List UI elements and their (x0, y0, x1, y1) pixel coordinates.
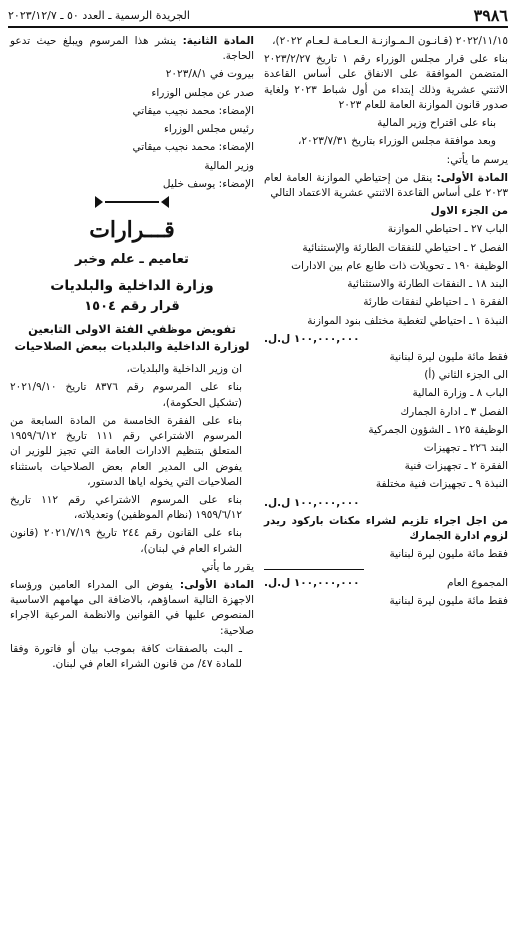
amount-words: فقط مائة مليون ليرة لبنانية (389, 548, 508, 561)
article-item: ـ البت بالصفقات كافة بموجب بيان أو فاتورة وفقا للمادة ٤٧/ من قانون الشراء العام في لبنان. (10, 642, 242, 671)
amount: ١٠٠,٠٠٠,٠٠٠ ل.ل. (264, 496, 360, 509)
article-label: المادة الأولى: (436, 171, 508, 184)
columns (8, 34, 508, 675)
part-one-title: من الجزء الاول (430, 205, 508, 218)
paragraph: ٢٠٢٢/١١/١٥ (قـانـون الـمـوازنـة الـعـامـة لـعـام ٢٠٢٢)، (272, 35, 508, 47)
signatory-title: رئيس مجلس الوزراء (163, 123, 254, 136)
article-two (10, 34, 254, 64)
paragraph: بناء على المرسوم الاشتراعي رقم ١١٢ تاريخ ١٩٥٩/٦/١٢ (نظام الموظفين) وتعديلاته، (10, 493, 242, 522)
signature: الإمضاء: محمد نجيب ميقاتي (132, 141, 254, 154)
decree-title: تفويض موظفي الفئة الاولى التابعين لوزارة الداخلية والبلديات ببعض الصلاحيات (14, 321, 250, 353)
budget-line: الفقرة ٢ ـ تجهيزات فنية (404, 460, 508, 473)
decree-number: قرار رقم ١٥٠٤ (84, 299, 180, 314)
paragraph: يرسم ما يأتي: (446, 153, 508, 166)
left-column (10, 34, 254, 675)
ministry-name: وزارة الداخلية والبلديات (50, 277, 214, 294)
article-text: ينقل من إحتياطي الموازنة العامة لعام ٢٠٢٣ على أساس القاعدة الاثنتي عشرية الاعتماد التالي (264, 171, 508, 199)
page-header (8, 4, 508, 28)
section-subtitle: تعاميم ـ علم وخبر (75, 251, 189, 267)
paragraph: بناء على الفقرة الخامسة من المادة السابعة من المرسوم الاشتراعي رقم ١١١ تاريخ ١٩٥٩/٦/١٢ المتعلق بتنظيم الادارات العامة التي تجيز للوزير ان يفوض الى المدير العام بعض الصلاحيات باستثناء الصلاحيات التي يخوله اياها الدستور، (10, 414, 242, 488)
article-text: يفوض الى المدراء العامين ورؤساء الاجهزة التالية اسماؤهم، بالاضافة الى مهامهم الاساسية المنصوص عليها في القوانين والانظمة المرعية الاجراء صلاحية: (10, 579, 254, 637)
right-column (264, 34, 508, 675)
article-one-decree (10, 578, 254, 639)
paragraph: بناء على القانون رقم ٢٤٤ تاريخ ٢٠٢١/٧/١٩ (قانون الشراء العام في لبنان)، (10, 527, 242, 555)
paragraph: ان وزير الداخلية والبلديات، (126, 363, 242, 376)
budget-line: البند ٢٢٦ ـ تجهيزات (423, 442, 508, 455)
budget-line: الفقرة ١ ـ احتياطي لنفقات طارئة (363, 296, 508, 309)
paragraph: بناء على قرار مجلس الوزراء رقم ١ تاريخ ٢٠٢٣/٢/٢٧ المتضمن الموافقة على الانفاق على أساس القاعدة الاثنتي عشرية وذلك إبتداء من أول شباط ٢٠٢٣ ولغاية صدور قانون الموازنة العامة للعام ٢٠٢٣ (264, 53, 508, 111)
signature: الإمضاء: يوسف خليل (162, 177, 254, 190)
arrow-left-icon (95, 196, 103, 208)
page-number: ٣٩٨٦ (473, 5, 508, 25)
signature: الإمضاء: محمد نجيب ميقاتي (132, 104, 254, 117)
decides: يقرر ما يأتي (201, 560, 254, 573)
budget-line: الوظيفة ١٢٥ ـ الشؤون الجمركية (368, 423, 508, 436)
part-two-title: الى الجزء الثاني (أ) (424, 369, 508, 382)
ornament-divider (10, 195, 254, 209)
budget-line: النبذة ٩ ـ تجهيزات فنية مختلفة (375, 478, 508, 491)
budget-line: النبذة ١ ـ احتياطي لتغطية مختلف بنود الموازنة (307, 314, 508, 327)
issued-by: صدر عن مجلس الوزراء (151, 86, 254, 99)
budget-line: الباب ٨ ـ وزارة المالية (412, 387, 508, 400)
place-date: بيروت في ٢٠٢٣/٨/١ (165, 68, 254, 81)
amount-words: فقط مائة مليون ليرة لبنانية (389, 350, 508, 363)
purpose: من اجل اجراء تلزيم لشراء مكنات باركود ريدر لزوم ادارة الجمارك (264, 514, 508, 543)
budget-line: الوظيفة ١٩٠ ـ تحويلات ذات طابع عام بين الادارات (291, 259, 508, 272)
total-words: فقط مائة مليون ليرة لبنانية (389, 594, 508, 607)
paragraph: بناء على المرسوم رقم ٨٣٧٦ تاريخ ٢٠٢١/٩/١٠ (تشكيل الحكومة)، (10, 381, 242, 409)
article-text: ينشر هذا المرسوم ويبلغ حيث تدعو الحاجة. (10, 35, 254, 63)
amount: ١٠٠,٠٠٠,٠٠٠ ل.ل. (264, 332, 360, 345)
total-row (264, 576, 508, 591)
divider (264, 569, 364, 570)
article-label: المادة الأولى: (179, 579, 254, 592)
budget-line: الفصل ٢ ـ احتياطي للنفقات الطارئة والإستثنائية (302, 241, 508, 254)
signatory-title: وزير المالية (204, 159, 254, 172)
budget-line: الباب ٢٧ ـ احتياطي الموازنة (387, 223, 508, 236)
budget-line: الفصل ٣ ـ ادارة الجمارك (400, 405, 508, 418)
total-amount: ١٠٠,٠٠٠,٠٠٠ ل.ل. (264, 576, 360, 589)
total-label: المجموع العام (447, 576, 508, 589)
publication-title: الجريدة الرسمية ـ العدد ٥٠ ـ ٢٠٢٣/١٢/٧ (8, 8, 190, 22)
article-label: المادة الثانية: (182, 35, 254, 47)
paragraph: وبعد موافقة مجلس الوزراء بتاريخ ٢٠٢٣/٧/٣١، (298, 135, 496, 148)
budget-line: البند ١٨ ـ النفقات الطارئة والاستثنائية (347, 278, 508, 291)
arrow-right-icon (161, 196, 169, 208)
section-title: قـــرارات (89, 216, 175, 243)
article-one (264, 171, 508, 201)
paragraph: بناء على اقتراح وزير المالية (377, 117, 496, 130)
